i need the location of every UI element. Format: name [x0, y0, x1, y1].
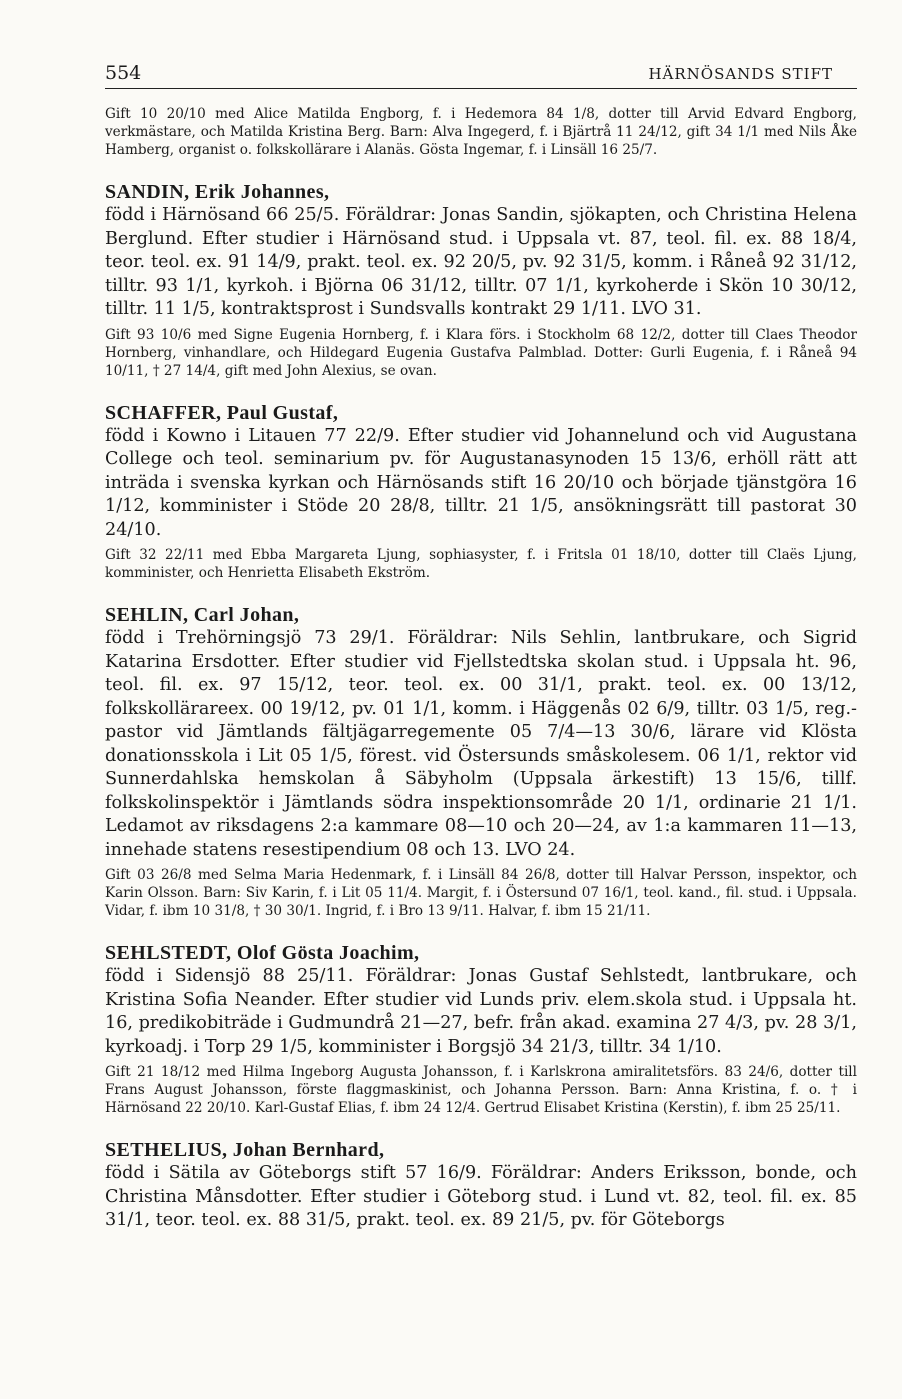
entry-family: Gift 03 26/8 med Selma Maria Hedenmark, f. i Linsäll 84 26/8, dotter till Halvar Persson, inspektor, och Karin Olsson. Barn: Siv Karin, f. i Lit 05 11/4. Margit, f. i Östersund 07 16/1, teol. kand., fil. stud. i Uppsala. Vidar, f. ibm 10 31/8, † 30 30/1. Ingrid, f. i Bro 13 9/11. Halvar, f. ibm 15 21/11.: [105, 867, 857, 919]
entry-family: Gift 93 10/6 med Signe Eugenia Hornberg, f. i Klara förs. i Stockholm 68 12/2, dotter till Claes Theodor Hornberg, vinhandlare, och Hildegard Eugenia Gustafva Palmblad. Dotter: Gurli Eugenia, f. i Råneå 94 10/11, † 27 14/4, gift med John Alexius, se ovan.: [105, 326, 857, 379]
entry-bio: född i Kowno i Litauen 77 22/9. Efter studier vid Johannelund och vid Augustana College och teol. seminarium pv. för Augustanasynoden 15 13/6, erhöll rätt att inträda i svenska kyrkan och Härnösands stift 16 20/10 och började tjänstgöra 16 1/12, komminister i Stöde 20 28/8, tilltr. 21 1/5, ansökningsrätt till pastorat 30 24/10.: [105, 425, 857, 540]
previous-entry-tail: Gift 10 20/10 med Alice Matilda Engborg, f. i Hedemora 84 1/8, dotter till Arvid Edvard Engborg, verkmästare, och Matilda Kristina Berg. Barn: Alva Ingegerd, f. i Bjärtrå 11 24/12, gift 34 1/1 med Nils Åke Hamberg, organist o. folkskollärare i Alanäs. Gösta Ingemar, f. i Linsäll 16 25/7.: [105, 106, 857, 158]
entry-family: Gift 21 18/12 med Hilma Ingeborg Augusta Johansson, f. i Karlskrona amiralitetsförs. 83 24/6, dotter till Frans August Johansson, förste flaggmaskinist, och Johanna Persson. Barn: Anna Kristina, f. o. † i Härnösand 22 20/10. Karl-Gustaf Elias, f. ibm 24 12/4. Gertrud Elisabet Kristina (Kerstin), f. ibm 25 25/11.: [105, 1064, 857, 1116]
entry-sethelius: [105, 1139, 857, 1233]
entry-family: Gift 32 22/11 med Ebba Margareta Ljung, sophiasyster, f. i Fritsla 01 18/10, dotter till Claës Ljung, komminister, och Henrietta Elisabeth Ekström.: [105, 547, 857, 581]
entry-bio: född i Sidensjö 88 25/11. Föräldrar: Jonas Gustaf Sehlstedt, lantbrukare, och Kristina Sofia Neander. Efter studier vid Lunds priv. elem.skola stud. i Uppsala ht. 16, predikobiträde i Gudmundrå 21—27, befr. från akad. examina 27 4/3, pv. 28 3/1, kyrkoadj. i Torp 29 1/5, komminister i Borgsjö 34 21/3, tilltr. 34 1/10.: [105, 966, 857, 1057]
entry-name: SEHLIN, Carl Johan,: [105, 604, 300, 626]
entry-schaffer: [105, 402, 857, 583]
entry-name: SANDIN, Erik Johannes,: [105, 181, 330, 203]
entry-sehlstedt: [105, 942, 857, 1117]
entry-bio: född i Sätila av Göteborgs stift 57 16/9. Föräldrar: Anders Eriksson, bonde, och Christina Månsdotter. Efter studier i Göteborg stud. i Lund vt. 82, teol. fil. ex. 85 31/1, teor. teol. ex. 88 31/5, prakt. teol. ex. 89 21/5, pv. för Göteborgs: [105, 1163, 857, 1230]
entry-sehlin: [105, 604, 857, 920]
page-number: 554: [105, 62, 142, 84]
entry-sandin: [105, 181, 857, 380]
entry-name: SETHELIUS, Johan Bernhard,: [105, 1139, 385, 1161]
entry-bio: född i Trehörningsjö 73 29/1. Föräldrar: Nils Sehlin, lantbrukare, och Sigrid Katarina Ersdotter. Efter studier vid Fjellstedtska skolan stud. i Uppsala ht. 96, teol. fil. ex. 97 15/12, teor. teol. ex. 00 31/1, prakt. teol. ex. 00 13/12, folkskollärareex. 00 19/12, pv. 01 1/1, komm. i Häggenås 02 6/9, tilltr. 03 1/5, reg.-pastor vid Jämtlands fältjägarregemente 05 7/4—13 30/6, lärare vid Klösta donationsskola i Lit 05 1/5, förest. vid Östersunds småskolesem. 06 1/1, rektor vid Sunnerdahlska hemskolan å Säbyholm (Uppsala ärkestift) 13 15/6, tillf. folkskolinspektör i Jämtlands södra inspektionsområde 20 1/1, ordinarie 21 1/1. Ledamot av riksdagens 2:a kammare 08—10 och 20—24, av 1:a kammaren 11—13, innehade statens resestipendium 08 och 13. LVO 24.: [105, 628, 857, 860]
entry-bio: född i Härnösand 66 25/5. Föräldrar: Jonas Sandin, sjökapten, och Christina Helena Berglund. Efter studier i Härnösand stud. i Uppsala vt. 87, teol. fil. ex. 88 18/4, teor. teol. ex. 91 14/9, prakt. teol. ex. 92 20/5, pv. 92 31/5, komm. i Råneå 92 31/12, tilltr. 93 1/1, kyrkoh. i Björna 06 31/12, tilltr. 07 1/1, kyrkoherde i Skön 10 30/12, tilltr. 11 1/5, kontraktsprost i Sundsvalls kontrakt 29 1/11. LVO 31.: [105, 205, 857, 319]
entry-name: SCHAFFER, Paul Gustaf,: [105, 401, 339, 424]
running-title: HÄRNÖSANDS STIFT: [648, 65, 833, 83]
running-header: [105, 62, 857, 89]
entry-name: SEHLSTEDT, Olof Gösta Joachim,: [105, 942, 420, 964]
page: [105, 62, 857, 1233]
